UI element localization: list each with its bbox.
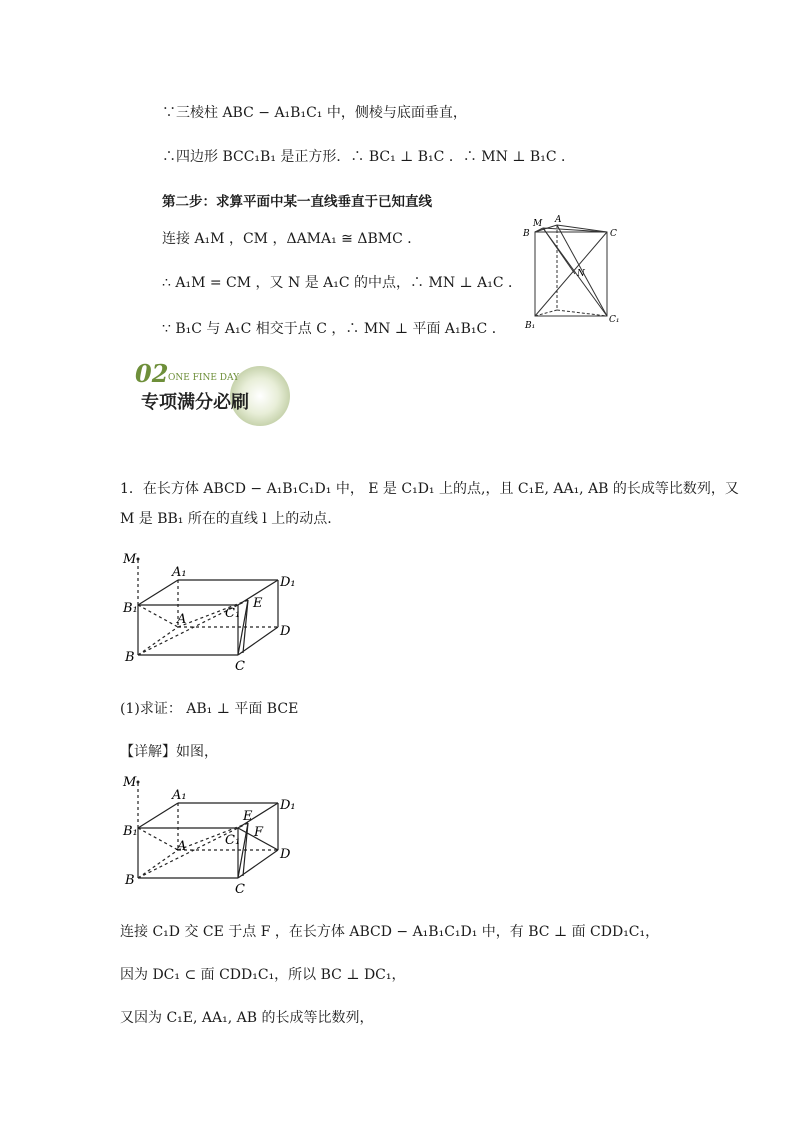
fig1-label-a: A: [177, 612, 187, 627]
prism-label-n: N: [577, 269, 585, 279]
fig2-label-c: C: [235, 882, 245, 897]
proof-line3: 又因为 C₁E, AA₁, AB 的长成等比数列，: [120, 1010, 374, 1026]
statement-conclusion: ∵ B₁C 与 A₁C 相交于点 C ，∴ MN ⊥ 平面 A₁B₁C ．: [162, 321, 506, 337]
prism-label-m: M: [533, 219, 543, 229]
problem1-line1: 1．在长方体 ABCD − A₁B₁C₁D₁ 中， E 是 C₁D₁ 上的点,，且 C₁E, AA₁, AB 的长成等比数列，又: [120, 481, 739, 497]
fig2-label-m: M: [123, 775, 137, 790]
fig1-label-c1: C₁: [225, 606, 241, 621]
fig2-label-d: D: [280, 847, 291, 862]
statement-prism-perpendicular: ∵三棱柱 ABC − A₁B₁C₁ 中，侧棱与底面垂直，: [162, 105, 467, 121]
fig1-label-c: C: [235, 659, 245, 674]
fig2-label-e: E: [243, 809, 253, 824]
proof-line2: 因为 DC₁ ⊂ 面 CDD₁C₁，所以 BC ⊥ DC₁，: [120, 967, 406, 983]
step2-heading: 第二步：求算平面中某一直线垂直于已知直线: [162, 194, 432, 210]
prism-label-c1: C₁: [609, 315, 620, 325]
proof-line1: 连接 C₁D 交 CE 于点 F ，在长方体 ABCD − A₁B₁C₁D₁ 中，有 BC ⊥ 面 CDD₁C₁，: [120, 924, 660, 940]
fig2-label-f: F: [254, 825, 264, 840]
fig2-label-b1: B₁: [123, 824, 138, 839]
statement-congruent-triangles: 连接 A₁M ，CM ，ΔAMA₁ ≅ ΔBMC ．: [162, 231, 422, 247]
part1-prompt: (1)求证： AB₁ ⊥ 平面 BCE: [120, 701, 299, 717]
statement-mn-perp-a1c: ∴ A₁M = CM ，又 N 是 A₁C 的中点，∴ MN ⊥ A₁C ．: [162, 275, 523, 291]
fig1-label-a1: A₁: [172, 565, 187, 580]
fig2-label-b: B: [125, 873, 135, 888]
section-logo: [135, 358, 300, 428]
fig2-label-d1: D₁: [280, 798, 296, 813]
prism-label-a: A: [555, 215, 562, 225]
logo-number: 02: [135, 359, 169, 388]
fig1-label-e: E: [253, 596, 263, 611]
fig1-label-m: M: [123, 552, 137, 567]
fig1-label-d1: D₁: [280, 575, 296, 590]
logo-tagline: ONE FINE DAY: [168, 373, 240, 383]
prism-figure: [515, 210, 625, 335]
statement-square-face: ∴四边形 BCC₁B₁ 是正方形．∴ BC₁ ⊥ B₁C ．∴ MN ⊥ B₁C ．: [162, 149, 575, 165]
detail-heading: 【详解】如图，: [120, 744, 218, 760]
cuboid-figure-2: [115, 768, 305, 898]
prism-label-b: B: [523, 229, 530, 239]
fig1-label-d: D: [280, 624, 291, 639]
problem1-line2: M 是 BB₁ 所在的直线 l 上的动点.: [120, 511, 332, 527]
prism-label-c: C: [610, 229, 617, 239]
fig1-label-b1: B₁: [123, 601, 138, 616]
cuboid-figure-1: [115, 545, 305, 675]
logo-title: 专项满分必刷: [141, 392, 249, 413]
fig2-label-a1: A₁: [172, 788, 187, 803]
prism-label-b1: B₁: [525, 321, 536, 331]
fig1-label-b: B: [125, 650, 135, 665]
fig2-label-c1: C₁: [225, 833, 241, 848]
fig2-label-a: A: [177, 839, 187, 854]
